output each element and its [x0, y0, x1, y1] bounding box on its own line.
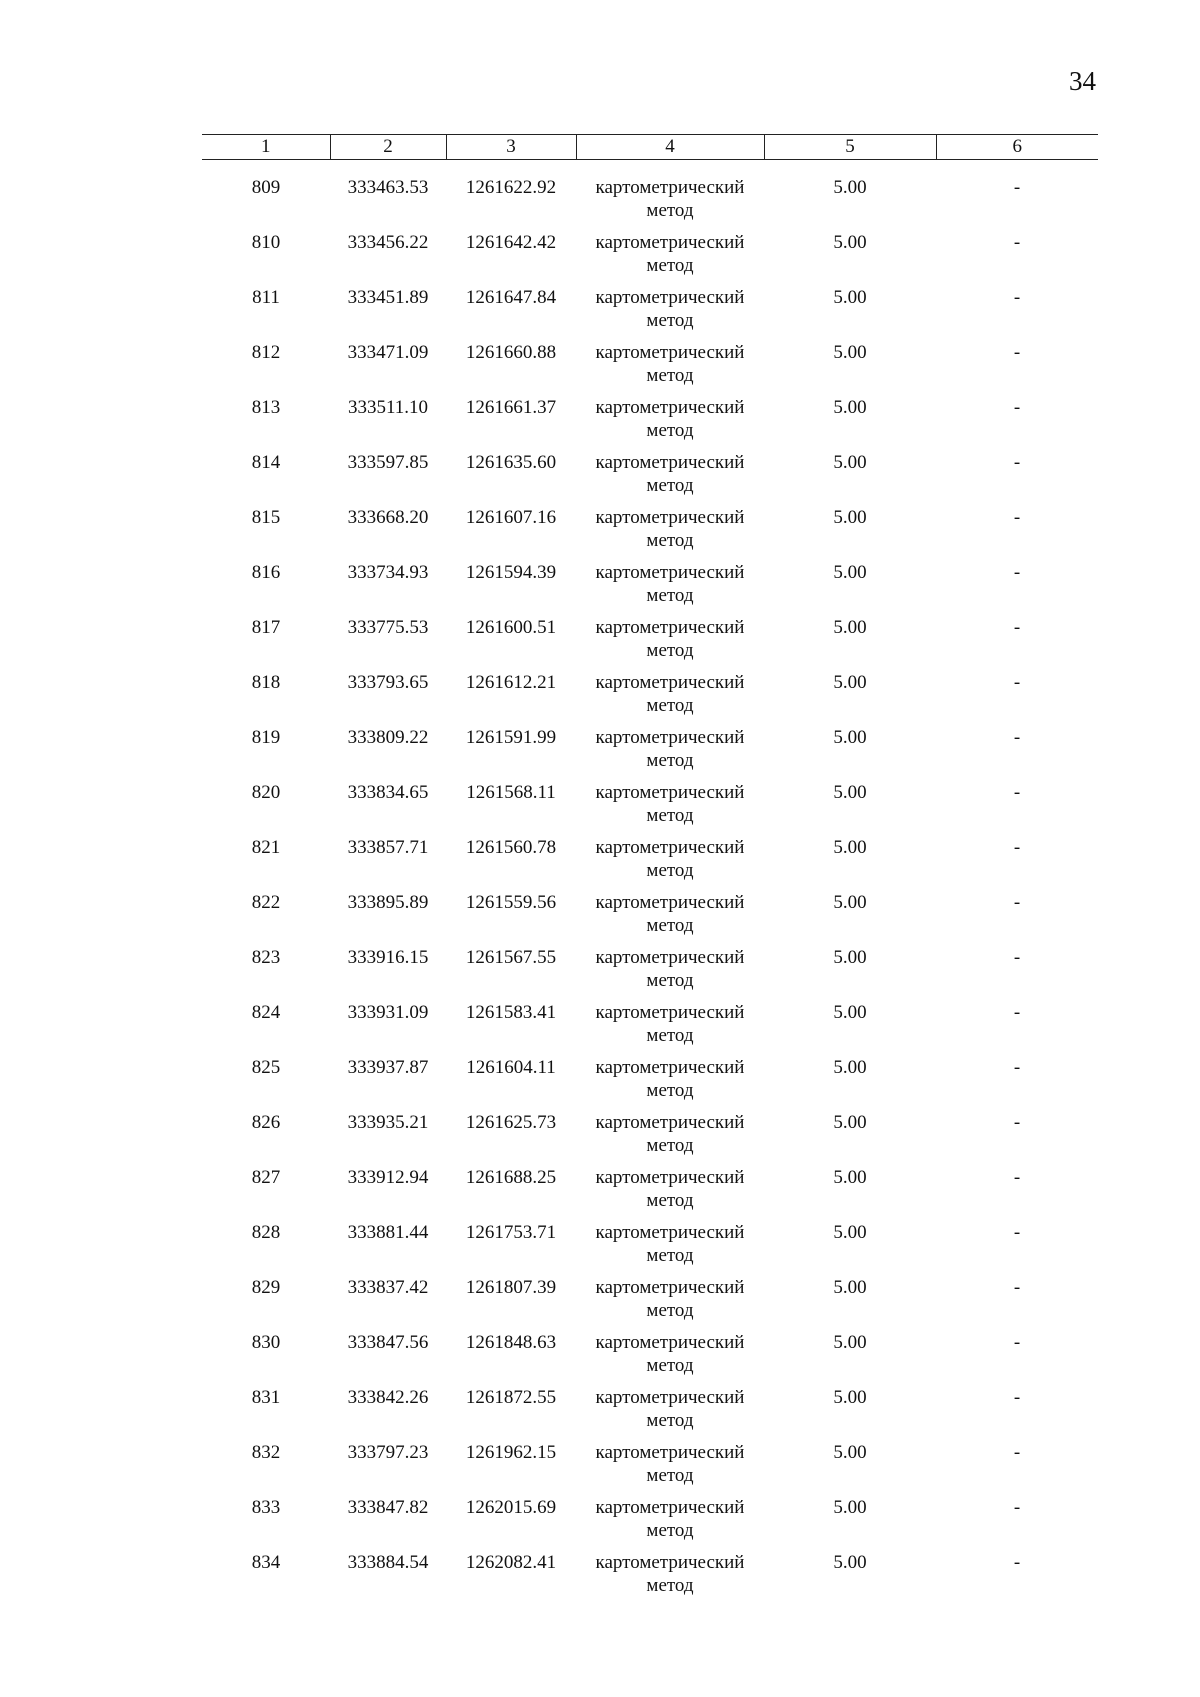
accuracy-cell: 5.00 [833, 232, 867, 253]
note-cell: - [1013, 232, 1021, 253]
accuracy-cell: 5.00 [833, 1002, 867, 1023]
x-coordinate-cell: 333471.09 [347, 342, 429, 363]
method-line-1: картометрический [595, 1002, 745, 1023]
table-row [202, 726, 1098, 781]
x-coordinate-cell: 333456.22 [347, 232, 429, 253]
point-number-cell: 818 [251, 672, 281, 693]
note-cell: - [1013, 1057, 1021, 1078]
y-coordinate-cell: 1261625.73 [465, 1112, 557, 1133]
table-row [202, 671, 1098, 726]
y-coordinate-cell: 1261622.92 [465, 177, 557, 198]
x-coordinate-cell: 333837.42 [347, 1277, 429, 1298]
table-row [202, 781, 1098, 836]
note-cell: - [1013, 1002, 1021, 1023]
table-row [202, 286, 1098, 341]
method-line-1: картометрический [595, 727, 745, 748]
table-row [202, 1551, 1098, 1606]
table-row [202, 1111, 1098, 1166]
x-coordinate-cell: 333937.87 [347, 1057, 429, 1078]
y-coordinate-cell: 1261591.99 [465, 727, 557, 748]
point-number-cell: 813 [251, 397, 281, 418]
x-coordinate-cell: 333463.53 [347, 177, 429, 198]
point-number-cell: 825 [251, 1057, 281, 1078]
y-coordinate-cell: 1262082.41 [465, 1552, 557, 1573]
method-line-1: картометрический [595, 1332, 745, 1353]
method-line-1: картометрический [595, 1552, 745, 1573]
accuracy-cell: 5.00 [833, 342, 867, 363]
method-cell [576, 341, 764, 396]
note-cell: - [1013, 782, 1021, 803]
method-line-1: картометрический [595, 1057, 745, 1078]
point-number-cell: 812 [251, 342, 281, 363]
note-cell: - [1013, 342, 1021, 363]
x-coordinate-cell: 333797.23 [347, 1442, 429, 1463]
method-cell [576, 1386, 764, 1441]
accuracy-cell: 5.00 [833, 892, 867, 913]
method-cell [576, 1056, 764, 1111]
x-coordinate-cell: 333916.15 [347, 947, 429, 968]
point-number-cell: 827 [251, 1167, 281, 1188]
point-number-cell: 814 [251, 452, 281, 473]
accuracy-cell: 5.00 [833, 1057, 867, 1078]
point-number-cell: 833 [251, 1497, 281, 1518]
method-line-2: метод [646, 1520, 694, 1541]
y-coordinate-cell: 1261559.56 [465, 892, 557, 913]
method-line-1: картометрический [595, 397, 745, 418]
method-line-1: картометрический [595, 507, 745, 528]
point-number-cell: 819 [251, 727, 281, 748]
x-coordinate-cell: 333834.65 [347, 782, 429, 803]
table-row [202, 231, 1098, 286]
table-row [202, 1056, 1098, 1111]
table-row [202, 1441, 1098, 1496]
y-coordinate-cell: 1261642.42 [465, 232, 557, 253]
accuracy-cell: 5.00 [833, 397, 867, 418]
method-line-2: метод [646, 1025, 694, 1046]
note-cell: - [1013, 1497, 1021, 1518]
note-cell: - [1013, 947, 1021, 968]
accuracy-cell: 5.00 [833, 507, 867, 528]
point-number-cell: 823 [251, 947, 281, 968]
x-coordinate-cell: 333734.93 [347, 562, 429, 583]
y-coordinate-cell: 1261962.15 [465, 1442, 557, 1463]
method-line-1: картометрический [595, 1387, 745, 1408]
y-coordinate-cell: 1261635.60 [465, 452, 557, 473]
method-cell [576, 396, 764, 451]
column-header-1: 1 [202, 135, 330, 160]
y-coordinate-cell: 1261807.39 [465, 1277, 557, 1298]
x-coordinate-cell: 333511.10 [347, 397, 429, 418]
point-number-cell: 828 [251, 1222, 281, 1243]
accuracy-cell: 5.00 [833, 1222, 867, 1243]
y-coordinate-cell: 1261848.63 [465, 1332, 557, 1353]
method-line-2: метод [646, 1300, 694, 1321]
method-cell [576, 286, 764, 341]
point-number-cell: 821 [251, 837, 281, 858]
method-line-2: метод [646, 805, 694, 826]
note-cell: - [1013, 1332, 1021, 1353]
method-line-1: картометрический [595, 177, 745, 198]
y-coordinate-cell: 1261607.16 [465, 507, 557, 528]
method-line-2: метод [646, 310, 694, 331]
method-line-1: картометрический [595, 837, 745, 858]
note-cell: - [1013, 1277, 1021, 1298]
method-cell [576, 1331, 764, 1386]
note-cell: - [1013, 287, 1021, 308]
note-cell: - [1013, 892, 1021, 913]
method-line-1: картометрический [595, 947, 745, 968]
method-cell [576, 506, 764, 561]
method-line-1: картометрический [595, 562, 745, 583]
y-coordinate-cell: 1261753.71 [465, 1222, 557, 1243]
column-header-5: 5 [764, 135, 936, 160]
accuracy-cell: 5.00 [833, 177, 867, 198]
method-line-1: картометрический [595, 1222, 745, 1243]
method-cell [576, 231, 764, 286]
x-coordinate-cell: 333668.20 [347, 507, 429, 528]
y-coordinate-cell: 1262015.69 [465, 1497, 557, 1518]
table-row [202, 946, 1098, 1001]
method-line-2: метод [646, 1410, 694, 1431]
note-cell: - [1013, 507, 1021, 528]
method-cell [576, 561, 764, 616]
x-coordinate-cell: 333847.82 [347, 1497, 429, 1518]
note-cell: - [1013, 1167, 1021, 1188]
x-coordinate-cell: 333451.89 [347, 287, 429, 308]
table-row [202, 561, 1098, 616]
note-cell: - [1013, 1387, 1021, 1408]
accuracy-cell: 5.00 [833, 1112, 867, 1133]
method-line-1: картометрический [595, 1442, 745, 1463]
table-header-row [202, 135, 1098, 160]
method-line-2: метод [646, 200, 694, 221]
point-number-cell: 820 [251, 782, 281, 803]
point-number-cell: 834 [251, 1552, 281, 1573]
table-body [202, 160, 1098, 1607]
y-coordinate-cell: 1261567.55 [465, 947, 557, 968]
method-cell [576, 1166, 764, 1221]
method-cell [576, 451, 764, 506]
method-line-2: метод [646, 1355, 694, 1376]
note-cell: - [1013, 837, 1021, 858]
note-cell: - [1013, 397, 1021, 418]
x-coordinate-cell: 333881.44 [347, 1222, 429, 1243]
method-line-2: метод [646, 750, 694, 771]
table-row [202, 891, 1098, 946]
method-cell [576, 946, 764, 1001]
table-row [202, 506, 1098, 561]
table-row [202, 160, 1098, 232]
accuracy-cell: 5.00 [833, 837, 867, 858]
method-cell [576, 1496, 764, 1551]
y-coordinate-cell: 1261604.11 [466, 1057, 556, 1078]
x-coordinate-cell: 333809.22 [347, 727, 429, 748]
table-row [202, 1496, 1098, 1551]
point-number-cell: 831 [251, 1387, 281, 1408]
method-line-1: картометрический [595, 892, 745, 913]
method-line-1: картометрический [595, 1497, 745, 1518]
table-row [202, 396, 1098, 451]
x-coordinate-cell: 333857.71 [347, 837, 429, 858]
y-coordinate-cell: 1261647.84 [465, 287, 557, 308]
method-line-1: картометрический [595, 287, 745, 308]
column-header-6: 6 [936, 135, 1098, 160]
page-number: 34 [1069, 66, 1096, 96]
accuracy-cell: 5.00 [833, 1552, 867, 1573]
column-header-3: 3 [446, 135, 576, 160]
method-cell [576, 726, 764, 781]
point-number-cell: 832 [251, 1442, 281, 1463]
x-coordinate-cell: 333895.89 [347, 892, 429, 913]
accuracy-cell: 5.00 [833, 1442, 867, 1463]
table-row [202, 616, 1098, 671]
accuracy-cell: 5.00 [833, 1167, 867, 1188]
method-line-1: картометрический [595, 342, 745, 363]
method-cell [576, 160, 764, 232]
method-cell [576, 671, 764, 726]
y-coordinate-cell: 1261568.11 [466, 782, 556, 803]
table-row [202, 836, 1098, 891]
method-line-2: метод [646, 255, 694, 276]
accuracy-cell: 5.00 [833, 1277, 867, 1298]
y-coordinate-cell: 1261612.21 [465, 672, 557, 693]
point-number-cell: 815 [251, 507, 281, 528]
x-coordinate-cell: 333793.65 [347, 672, 429, 693]
note-cell: - [1013, 672, 1021, 693]
accuracy-cell: 5.00 [833, 947, 867, 968]
note-cell: - [1013, 1442, 1021, 1463]
method-line-2: метод [646, 475, 694, 496]
accuracy-cell: 5.00 [833, 782, 867, 803]
note-cell: - [1013, 727, 1021, 748]
method-line-2: метод [646, 365, 694, 386]
point-number-cell: 809 [251, 177, 281, 198]
x-coordinate-cell: 333884.54 [347, 1552, 429, 1573]
accuracy-cell: 5.00 [833, 287, 867, 308]
x-coordinate-cell: 333597.85 [347, 452, 429, 473]
y-coordinate-cell: 1261560.78 [465, 837, 557, 858]
point-number-cell: 817 [251, 617, 281, 638]
table-row [202, 451, 1098, 506]
method-line-2: метод [646, 1135, 694, 1156]
accuracy-cell: 5.00 [833, 727, 867, 748]
table-header [202, 135, 1098, 160]
point-number-cell: 810 [251, 232, 281, 253]
method-line-1: картометрический [595, 232, 745, 253]
method-line-2: метод [646, 915, 694, 936]
point-number-cell: 824 [251, 1002, 281, 1023]
coordinates-table [202, 134, 1098, 1606]
y-coordinate-cell: 1261688.25 [465, 1167, 557, 1188]
y-coordinate-cell: 1261872.55 [465, 1387, 557, 1408]
note-cell: - [1013, 562, 1021, 583]
x-coordinate-cell: 333935.21 [347, 1112, 429, 1133]
table-row [202, 1386, 1098, 1441]
method-line-2: метод [646, 530, 694, 551]
table-row [202, 1221, 1098, 1276]
method-line-2: метод [646, 1080, 694, 1101]
method-cell [576, 616, 764, 671]
x-coordinate-cell: 333775.53 [347, 617, 429, 638]
method-cell [576, 1001, 764, 1056]
column-header-4: 4 [576, 135, 764, 160]
method-line-1: картометрический [595, 1167, 745, 1188]
x-coordinate-cell: 333931.09 [347, 1002, 429, 1023]
method-cell [576, 781, 764, 836]
y-coordinate-cell: 1261583.41 [465, 1002, 557, 1023]
table-row [202, 1331, 1098, 1386]
y-coordinate-cell: 1261600.51 [465, 617, 557, 638]
method-cell [576, 836, 764, 891]
accuracy-cell: 5.00 [833, 617, 867, 638]
accuracy-cell: 5.00 [833, 452, 867, 473]
point-number-cell: 829 [251, 1277, 281, 1298]
point-number-cell: 811 [252, 287, 280, 308]
method-line-1: картометрический [595, 782, 745, 803]
table-row [202, 1001, 1098, 1056]
method-line-2: метод [646, 1245, 694, 1266]
point-number-cell: 816 [251, 562, 281, 583]
x-coordinate-cell: 333912.94 [347, 1167, 429, 1188]
method-line-2: метод [646, 1465, 694, 1486]
method-line-2: метод [646, 640, 694, 661]
table-row [202, 1166, 1098, 1221]
method-cell [576, 1221, 764, 1276]
method-line-1: картометрический [595, 452, 745, 473]
x-coordinate-cell: 333847.56 [347, 1332, 429, 1353]
method-line-2: метод [646, 1190, 694, 1211]
method-line-2: метод [646, 970, 694, 991]
x-coordinate-cell: 333842.26 [347, 1387, 429, 1408]
y-coordinate-cell: 1261594.39 [465, 562, 557, 583]
accuracy-cell: 5.00 [833, 1332, 867, 1353]
method-line-1: картометрический [595, 1277, 745, 1298]
method-line-2: метод [646, 860, 694, 881]
table-row [202, 1276, 1098, 1331]
method-line-1: картометрический [595, 1112, 745, 1133]
method-cell [576, 1441, 764, 1496]
accuracy-cell: 5.00 [833, 562, 867, 583]
note-cell: - [1013, 1112, 1021, 1133]
accuracy-cell: 5.00 [833, 1387, 867, 1408]
method-cell [576, 1551, 764, 1606]
method-line-2: метод [646, 695, 694, 716]
table-row [202, 341, 1098, 396]
method-line-2: метод [646, 420, 694, 441]
method-cell [576, 1276, 764, 1331]
point-number-cell: 822 [251, 892, 281, 913]
method-cell [576, 1111, 764, 1166]
column-header-2: 2 [330, 135, 446, 160]
y-coordinate-cell: 1261661.37 [465, 397, 557, 418]
point-number-cell: 830 [251, 1332, 281, 1353]
method-line-2: метод [646, 585, 694, 606]
accuracy-cell: 5.00 [833, 1497, 867, 1518]
method-line-1: картометрический [595, 672, 745, 693]
method-cell [576, 891, 764, 946]
method-line-1: картометрический [595, 617, 745, 638]
note-cell: - [1013, 1222, 1021, 1243]
coordinates-table-container [202, 134, 1098, 1606]
method-line-2: метод [646, 1575, 694, 1596]
note-cell: - [1013, 452, 1021, 473]
note-cell: - [1013, 617, 1021, 638]
y-coordinate-cell: 1261660.88 [465, 342, 557, 363]
note-cell: - [1013, 177, 1021, 198]
point-number-cell: 826 [251, 1112, 281, 1133]
note-cell: - [1013, 1552, 1021, 1573]
accuracy-cell: 5.00 [833, 672, 867, 693]
